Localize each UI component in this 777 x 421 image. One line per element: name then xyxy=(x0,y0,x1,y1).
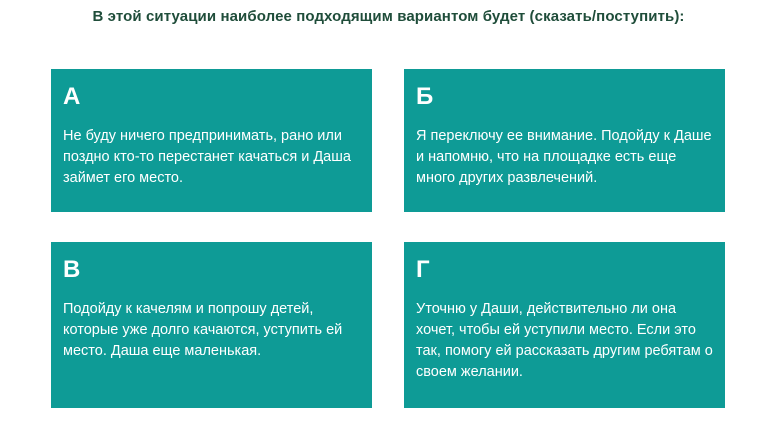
option-letter: В xyxy=(63,256,81,283)
option-card-g[interactable] xyxy=(404,242,725,408)
option-card-b[interactable] xyxy=(404,69,725,212)
option-letter: Г xyxy=(416,256,430,283)
option-text: Уточню у Даши, действительно ли она хочет, чтобы ей уступили место. Если это так, помогу ей рассказать другим ребятам о своем желании. xyxy=(416,301,713,380)
option-text: Подойду к качелям и попрошу детей, которые уже долго качаются, уступить ей место. Даша еще маленькая. xyxy=(63,301,343,359)
option-letter: Б xyxy=(416,83,434,110)
option-card-v[interactable] xyxy=(51,242,372,408)
option-text: Я переключу ее внимание. Подойду к Даше и напомню, что на площадке есть еще много других развлечений. xyxy=(416,128,712,186)
option-letter: А xyxy=(63,83,81,110)
question-title: В этой ситуации наиболее подходящим вариантом будет (сказать/поступить): xyxy=(92,8,685,25)
option-text: Не буду ничего предпринимать, рано или поздно кто-то перестанет качаться и Даша займет его место. xyxy=(63,128,351,186)
option-card-a[interactable] xyxy=(51,69,372,212)
